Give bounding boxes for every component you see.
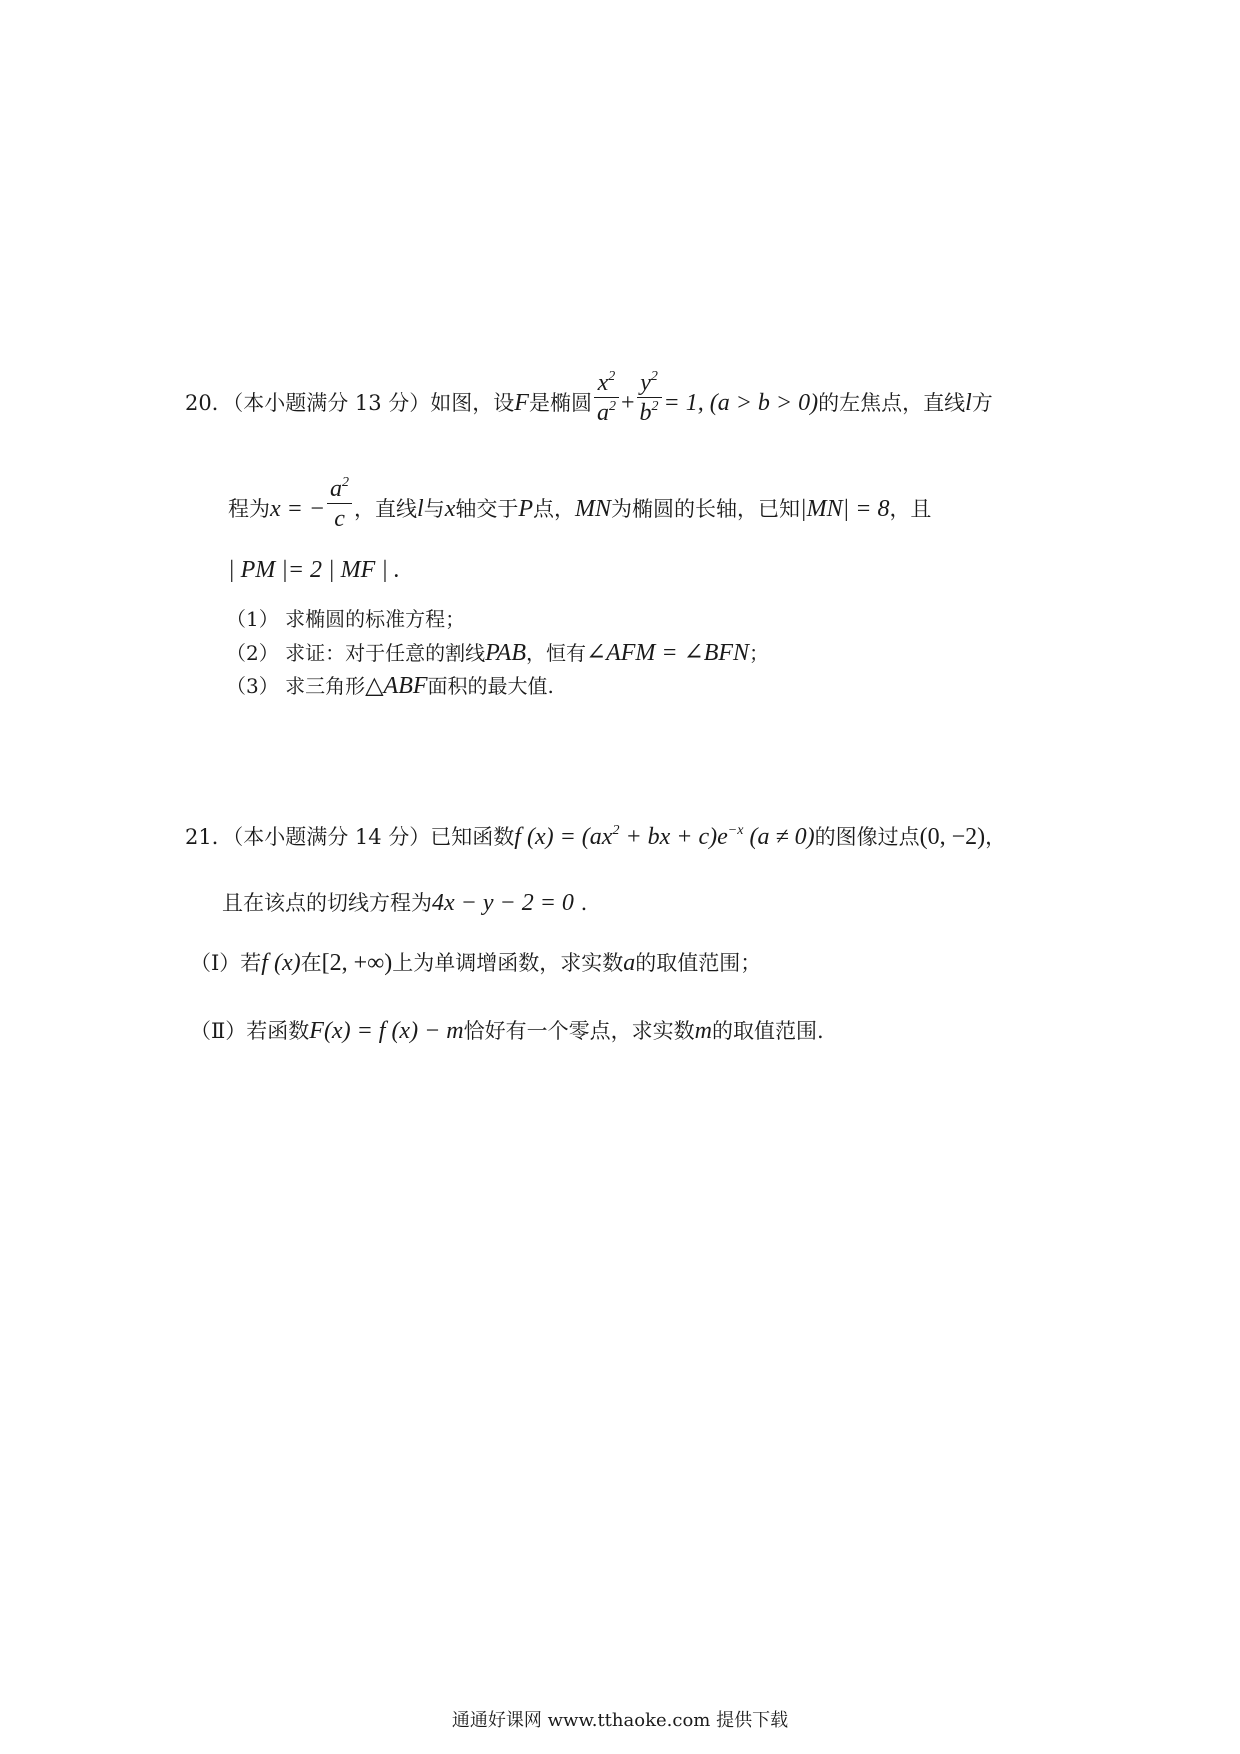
line-l: l [965,390,972,416]
angle-equation: ∠AFM = ∠BFN [585,640,750,666]
point-P: P [518,496,534,522]
period: . [573,891,588,915]
triangle-ABF: △ABF [365,673,428,699]
sub3-end: 面积的最大值. [427,674,554,698]
sub2-mid: ，恒有 [525,641,586,665]
tangent-prefix: 且在该点的切线方程为 [222,891,432,915]
subquestion-1: （1） 求椭圆的标准方程； [226,607,466,631]
part2-m: m [694,1018,712,1044]
part2-end: 的取值范围. [711,1019,824,1043]
plus-sign: + [620,390,635,416]
ellipse-condition: = 1, (a > b > 0) [663,390,819,416]
line2-mid3: 轴交于 [455,497,519,521]
function-definition: f $(x) = (ax^2$ + bx + $c)e^{-x}$ (a ≠ 0) [514,823,815,850]
x-axis-label: x [444,496,456,522]
comma: ， [985,825,1007,849]
interval: [2, +∞) [321,950,393,976]
left-focus-text: 的左焦点，直线 [818,391,966,415]
line2-mid2: 与 [423,497,445,521]
focus-F: F [514,390,529,416]
part1-fx: f (x) [261,950,301,976]
fraction-a2-c: $\frac{a^2}{c}$ [327,476,352,532]
part1-prefix: （Ⅰ）若 [190,951,262,975]
problem-21-line-1 [185,823,1006,851]
part1-end: 的取值范围； [635,951,762,975]
header-end: 的图像过点 [814,825,920,849]
secant-PAB: PAB [485,640,526,666]
segment-MN: MN [575,496,612,522]
tangent-equation: 4x − y − 2 = 0 [432,890,574,916]
point-coordinates: (0, −2) [919,824,986,850]
mn-equation: |MN| = 8 [800,496,890,522]
problem-20-line-1 [185,370,993,426]
fang-text: 方 [971,391,993,415]
line2-prefix: 程为 [228,497,270,521]
problem-21-part-2 [190,1017,824,1045]
ellipse-label: 是椭圆 [528,391,592,415]
part1-mid2: 上为单调增函数，求实数 [392,951,624,975]
line-l-2: l [417,496,424,522]
sub2-prefix: （2） 求证：对于任意的割线 [226,641,486,665]
problem-20-line-3: | PM |= 2 | MF | . [228,557,400,583]
problem-21-line-2 [222,889,587,917]
fraction-x2-a2: $\frac{x^2}{a^2}$ [594,370,619,426]
subquestion-2 [226,639,769,667]
x-equals: x = − [270,496,326,522]
fraction-y2-b2: $\frac{y^2}{b^2}$ [637,370,662,426]
line2-end: ，且 [889,497,932,521]
subquestion-3 [226,672,554,700]
part2-mid: 恰好有一个零点，求实数 [463,1019,695,1043]
line2-mid5: 为椭圆的长轴，已知 [611,497,801,521]
sub2-end: ； [749,641,770,665]
line2-mid: ，直线 [354,497,418,521]
part1-a: a [623,950,636,976]
problem-20-line-2 [228,476,931,532]
part2-prefix: （Ⅱ）若函数 [190,1019,310,1043]
problem-20-header: 20．（本小题满分 13 分）如图，设 [185,391,515,415]
problem-21-part-1 [190,949,761,977]
page-footer: 通通好课网 www.tthaoke.com 提供下载 [451,1710,789,1731]
part1-mid: 在 [300,951,322,975]
line2-mid4: 点， [533,497,576,521]
part2-F: F(x) = f (x) − m [309,1018,464,1044]
problem-21-header: 21．（本小题满分 14 分）已知函数 [185,825,515,849]
sub3-prefix: （3） 求三角形 [226,674,366,698]
